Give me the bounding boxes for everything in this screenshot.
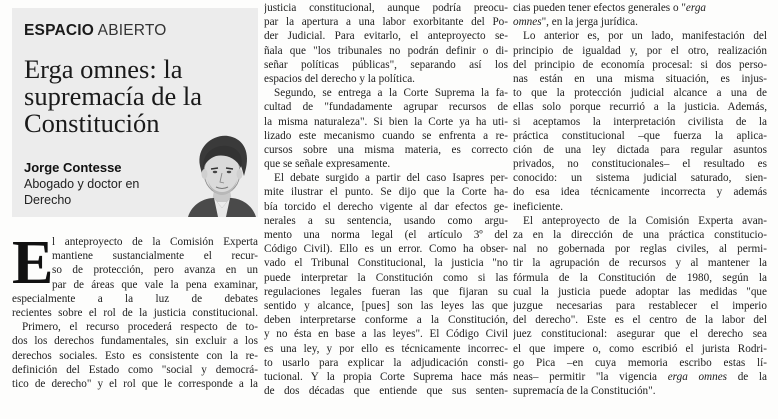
text-line: deben interpretarse conforme a la Constitución, — [264, 314, 508, 327]
text-line: si aceptamos la interpretación civilista de la — [513, 115, 767, 128]
middle-column — [264, 1, 508, 398]
text-line: sentido y alcance, [pues] son las leyes las que — [264, 299, 508, 312]
text-run: de la — [727, 370, 767, 383]
text-line: tir la agrupación de recursos y al mantener la — [513, 257, 767, 270]
text-line: juzgue necesarias para restablecer el imperio — [513, 299, 767, 312]
text-line: Segundo, se entrega a la Corte Suprema la fa- — [274, 87, 508, 100]
italic-term: erga — [685, 2, 707, 14]
text-line: ñala que "los tribunales no podrán definir o di- — [264, 44, 508, 57]
text-line: vado el Tribunal Constitucional, la justicia "no — [264, 257, 508, 270]
text-line: recientes sobre el rol de la justicia constitucional. — [12, 306, 258, 319]
italic-term: erga omnes — [667, 370, 728, 383]
text-line: nas están en una misma situación, es injus- — [513, 72, 767, 85]
text-line: Lo anterior es, por un lado, manifestación del — [523, 30, 767, 43]
text-line: que se señale expresamente. — [264, 158, 391, 171]
author-name: Jorge Contesse — [24, 160, 122, 175]
left-column — [12, 229, 258, 391]
text-line: ellas solo porque recurrió a la justicia. Además, — [513, 101, 767, 114]
text-line: fórmula de la Constitución de 1980, según la — [513, 271, 767, 284]
text-line: par la apertura a una labor exorbitante del Po- — [264, 16, 508, 29]
text-line: cual la justicia puede adoptar las medidas "que — [513, 285, 767, 298]
text-line: y no ésta en base a las leyes". El Código Civil — [264, 328, 508, 341]
text-run: neas– permitir "la vigencia — [513, 370, 658, 383]
text-line: to que la protección judicial alcance a una de — [513, 87, 767, 100]
text-line: justicia constitucional, aunque podría preocu- — [264, 2, 508, 14]
text-line: cursos sobre una misma materia, es correcto — [264, 143, 508, 156]
text-line — [513, 370, 767, 384]
headline: Erga omnes: la supremacía de la Constitución — [24, 54, 203, 138]
italic-term: omnes — [513, 16, 542, 29]
text-line: definición del Estado como "social y democrá- — [12, 363, 258, 376]
text-line: El debate surgido a partir del caso Isapres per- — [274, 172, 508, 185]
text-line: juez constitucional: asegurar que el derecho sea — [513, 328, 767, 341]
author-role: Abogado y doctor en Derecho — [24, 177, 140, 207]
text-line: za en la dirección de una práctica constitucio- — [513, 229, 767, 241]
section-label-bold: ESPACIO — [24, 22, 95, 39]
text-line: der Judicial. Para evitarlo, el anteproyecto se- — [264, 30, 508, 43]
text-line: Código Civil). Ello es un error. Como ha obser- — [264, 243, 508, 256]
text-line: mento una norma legal (el artículo 3º del — [264, 229, 508, 241]
header-box — [12, 8, 258, 217]
text-line: señar políticas públicas", separando así los — [264, 58, 508, 71]
text-line: tico de derecho" y el rol que le corresponde a la — [12, 377, 258, 390]
right-column — [513, 1, 767, 398]
text-line: derechos sociales. Esto es consistente con la re- — [12, 349, 258, 362]
text-line: del principio de economía procesal: si dos perso- — [513, 58, 767, 71]
section-label-light: ABIERTO — [97, 22, 167, 39]
text-line: El anteproyecto de la Comisión Experta avan- — [523, 214, 767, 227]
text-line: es una ley, y por ello es técnicamente incorrec- — [264, 342, 508, 355]
text-run: ", en la jerga jurídica. — [541, 16, 638, 29]
text-line: tucional. Y la propia Corte Suprema hace más — [264, 370, 508, 383]
drop-cap: E — [12, 229, 54, 297]
text-line: nal no gobernada por reglas civiles, al permi- — [513, 243, 767, 256]
text-line: del derecho". Este es el centro de la labor del — [513, 314, 767, 327]
text-line: especialmente a la luz de debates — [12, 292, 258, 305]
text-line: bía torcido el derecho vigente al dar efectos ge- — [264, 200, 508, 213]
text-line: do esa idea técnicamente incorrecta y además — [513, 186, 767, 199]
text-line: espacios del derecho y la política. — [264, 72, 415, 85]
text-line: lizado este mecanismo cuando se enfrenta a re- — [264, 129, 508, 142]
text-line: nerales a su sentencia, usando como argu- — [264, 214, 508, 227]
text-line: l anteproyecto de la Comisión Experta — [52, 236, 258, 248]
text-line: to usarlo para explicar la adjudicación consti- — [264, 356, 508, 369]
text-line: supremacía de la Constitución". — [513, 385, 656, 398]
text-line: dos los derechos fundamentales, sin excluir a los — [12, 335, 258, 348]
text-line — [513, 15, 767, 29]
text-line: ineficiente. — [513, 200, 564, 213]
text-line: principio de igualdad y, por el otro, realización — [513, 44, 767, 57]
text-line: so de protección, pero avanza en un — [52, 264, 258, 277]
text-line: ción de una ley dictada para regular asuntos — [513, 143, 767, 156]
section-label — [24, 22, 167, 40]
author-portrait-icon — [184, 132, 258, 217]
text-line: conocido: un sistema judicial saturado, sien- — [513, 172, 767, 185]
text-line: mantiene sustancialmente el recur- — [52, 250, 258, 263]
text-line: par de áreas que vale la pena examinar, — [52, 278, 258, 291]
text-run: cias pueden tener efectos generales o " — [513, 2, 686, 14]
text-line: regulaciones legales fueran las que fijaran su — [264, 285, 508, 298]
text-line: privados, no constitucionales– el resultado es — [513, 158, 767, 171]
text-line: el que impere o, como escribió el jurista Rodri- — [513, 342, 767, 355]
text-line: cultad de "fundadamente agrupar recursos de — [264, 101, 508, 114]
text-line: puede interpretar la Constitución como si las — [264, 271, 508, 284]
text-line: de dos décadas que entiende que sus senten- — [264, 385, 508, 398]
text-line — [513, 1, 767, 15]
text-line: la misma naturaleza". Si bien la Corte ya ha uti- — [264, 115, 508, 128]
text-line: Primero, el recurso procederá respecto de to- — [22, 321, 258, 334]
text-line: práctica constitucional –que fuerza la aplica- — [513, 129, 767, 142]
text-line: go Pica –en cuya memoria escribo estas lí- — [513, 356, 767, 369]
text-line: mite ilustrar el punto. Se dijo que la Corte ha- — [264, 186, 508, 199]
